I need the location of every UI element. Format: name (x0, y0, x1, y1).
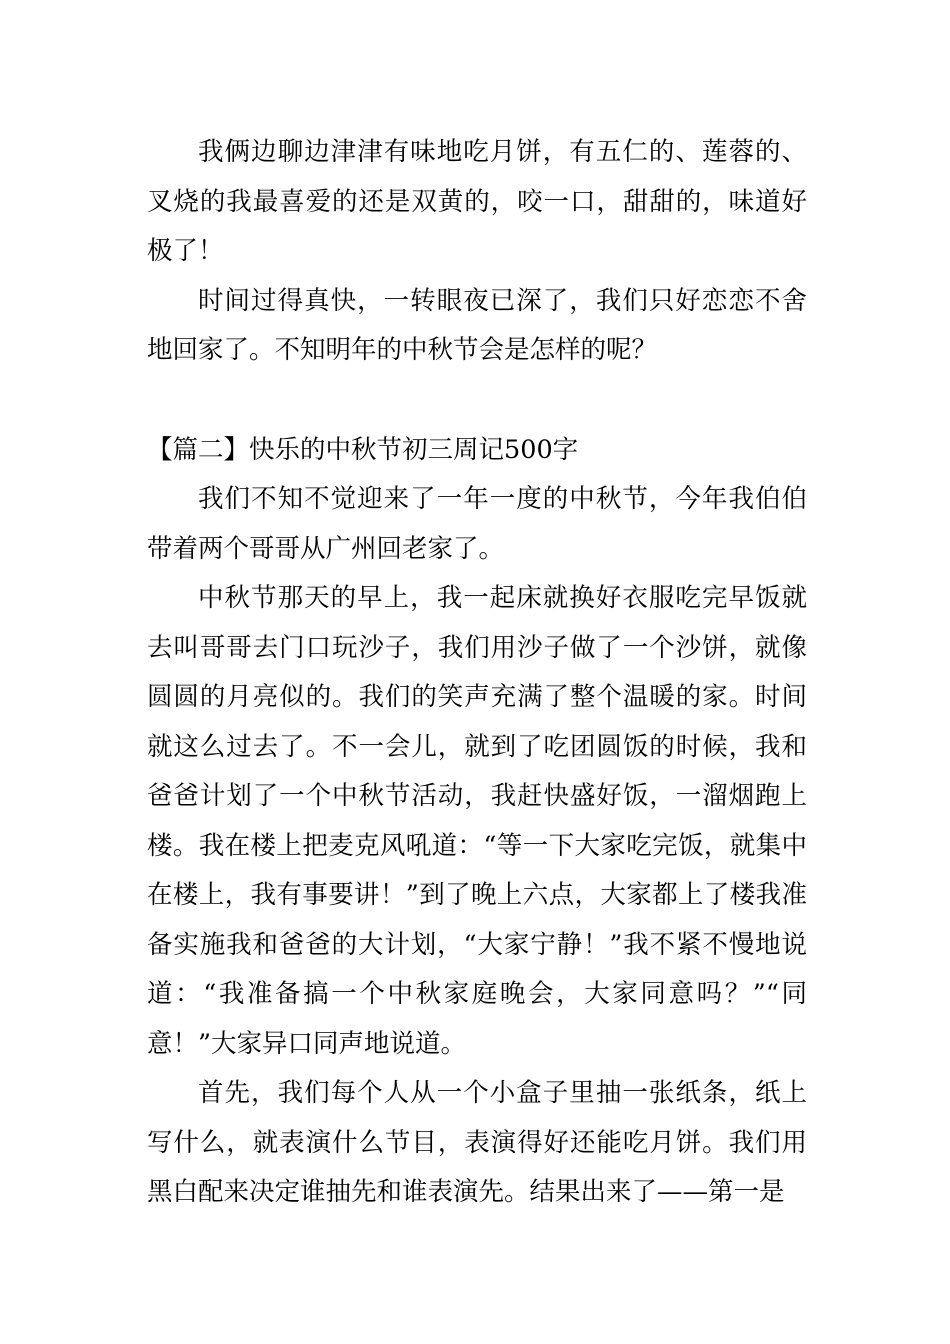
paragraph: 时间过得真快，一转眼夜已深了，我们只好恋恋不舍地回家了。不知明年的中秋节会是怎样的呢？ (147, 285, 807, 365)
document-page (147, 128, 807, 1218)
paragraph: 首先，我们每个人从一个小盒子里抽一张纸条，纸上写什么，就表演什么节目，表演得好还能吃月饼。我们用黑白配来决定谁抽先和谁表演先。结果出来了——第一是 (147, 1078, 807, 1207)
paragraph: 中秋节那天的早上，我一起床就换好衣服吃完早饭就去叫哥哥去门口玩沙子，我们用沙子做了一个沙饼，就像圆圆的月亮似的。我们的笑声充满了整个温暖的家。时间就这么过去了。不一会儿，就到了吃团圆饭的时候，我和爸爸计划了一个中秋节活动，我赶快盛好饭，一溜烟跑上楼。我在楼上把麦克风吼道：“等一下大家吃完饭，就集中在楼上，我有事要讲！”到了晚上六点，大家都上了楼我准备实施我和爸爸的大计划，“大家宁静！”我不紧不慢地说道：“我准备搞一个中秋家庭晚会，大家同意吗？”“同意！”大家异口同声地说道。 (147, 583, 807, 1059)
section-heading: 【篇二】快乐的中秋节初三周记500字 (147, 434, 579, 465)
section-gap (147, 376, 807, 426)
paragraph: 我们不知不觉迎来了一年一度的中秋节，今年我伯伯带着两个哥哥从广州回老家了。 (147, 484, 807, 564)
paragraph: 我俩边聊边津津有味地吃月饼，有五仁的、莲蓉的、叉烧的我最喜爱的还是双黄的，咬一口，甜甜的，味道好极了！ (147, 137, 807, 266)
